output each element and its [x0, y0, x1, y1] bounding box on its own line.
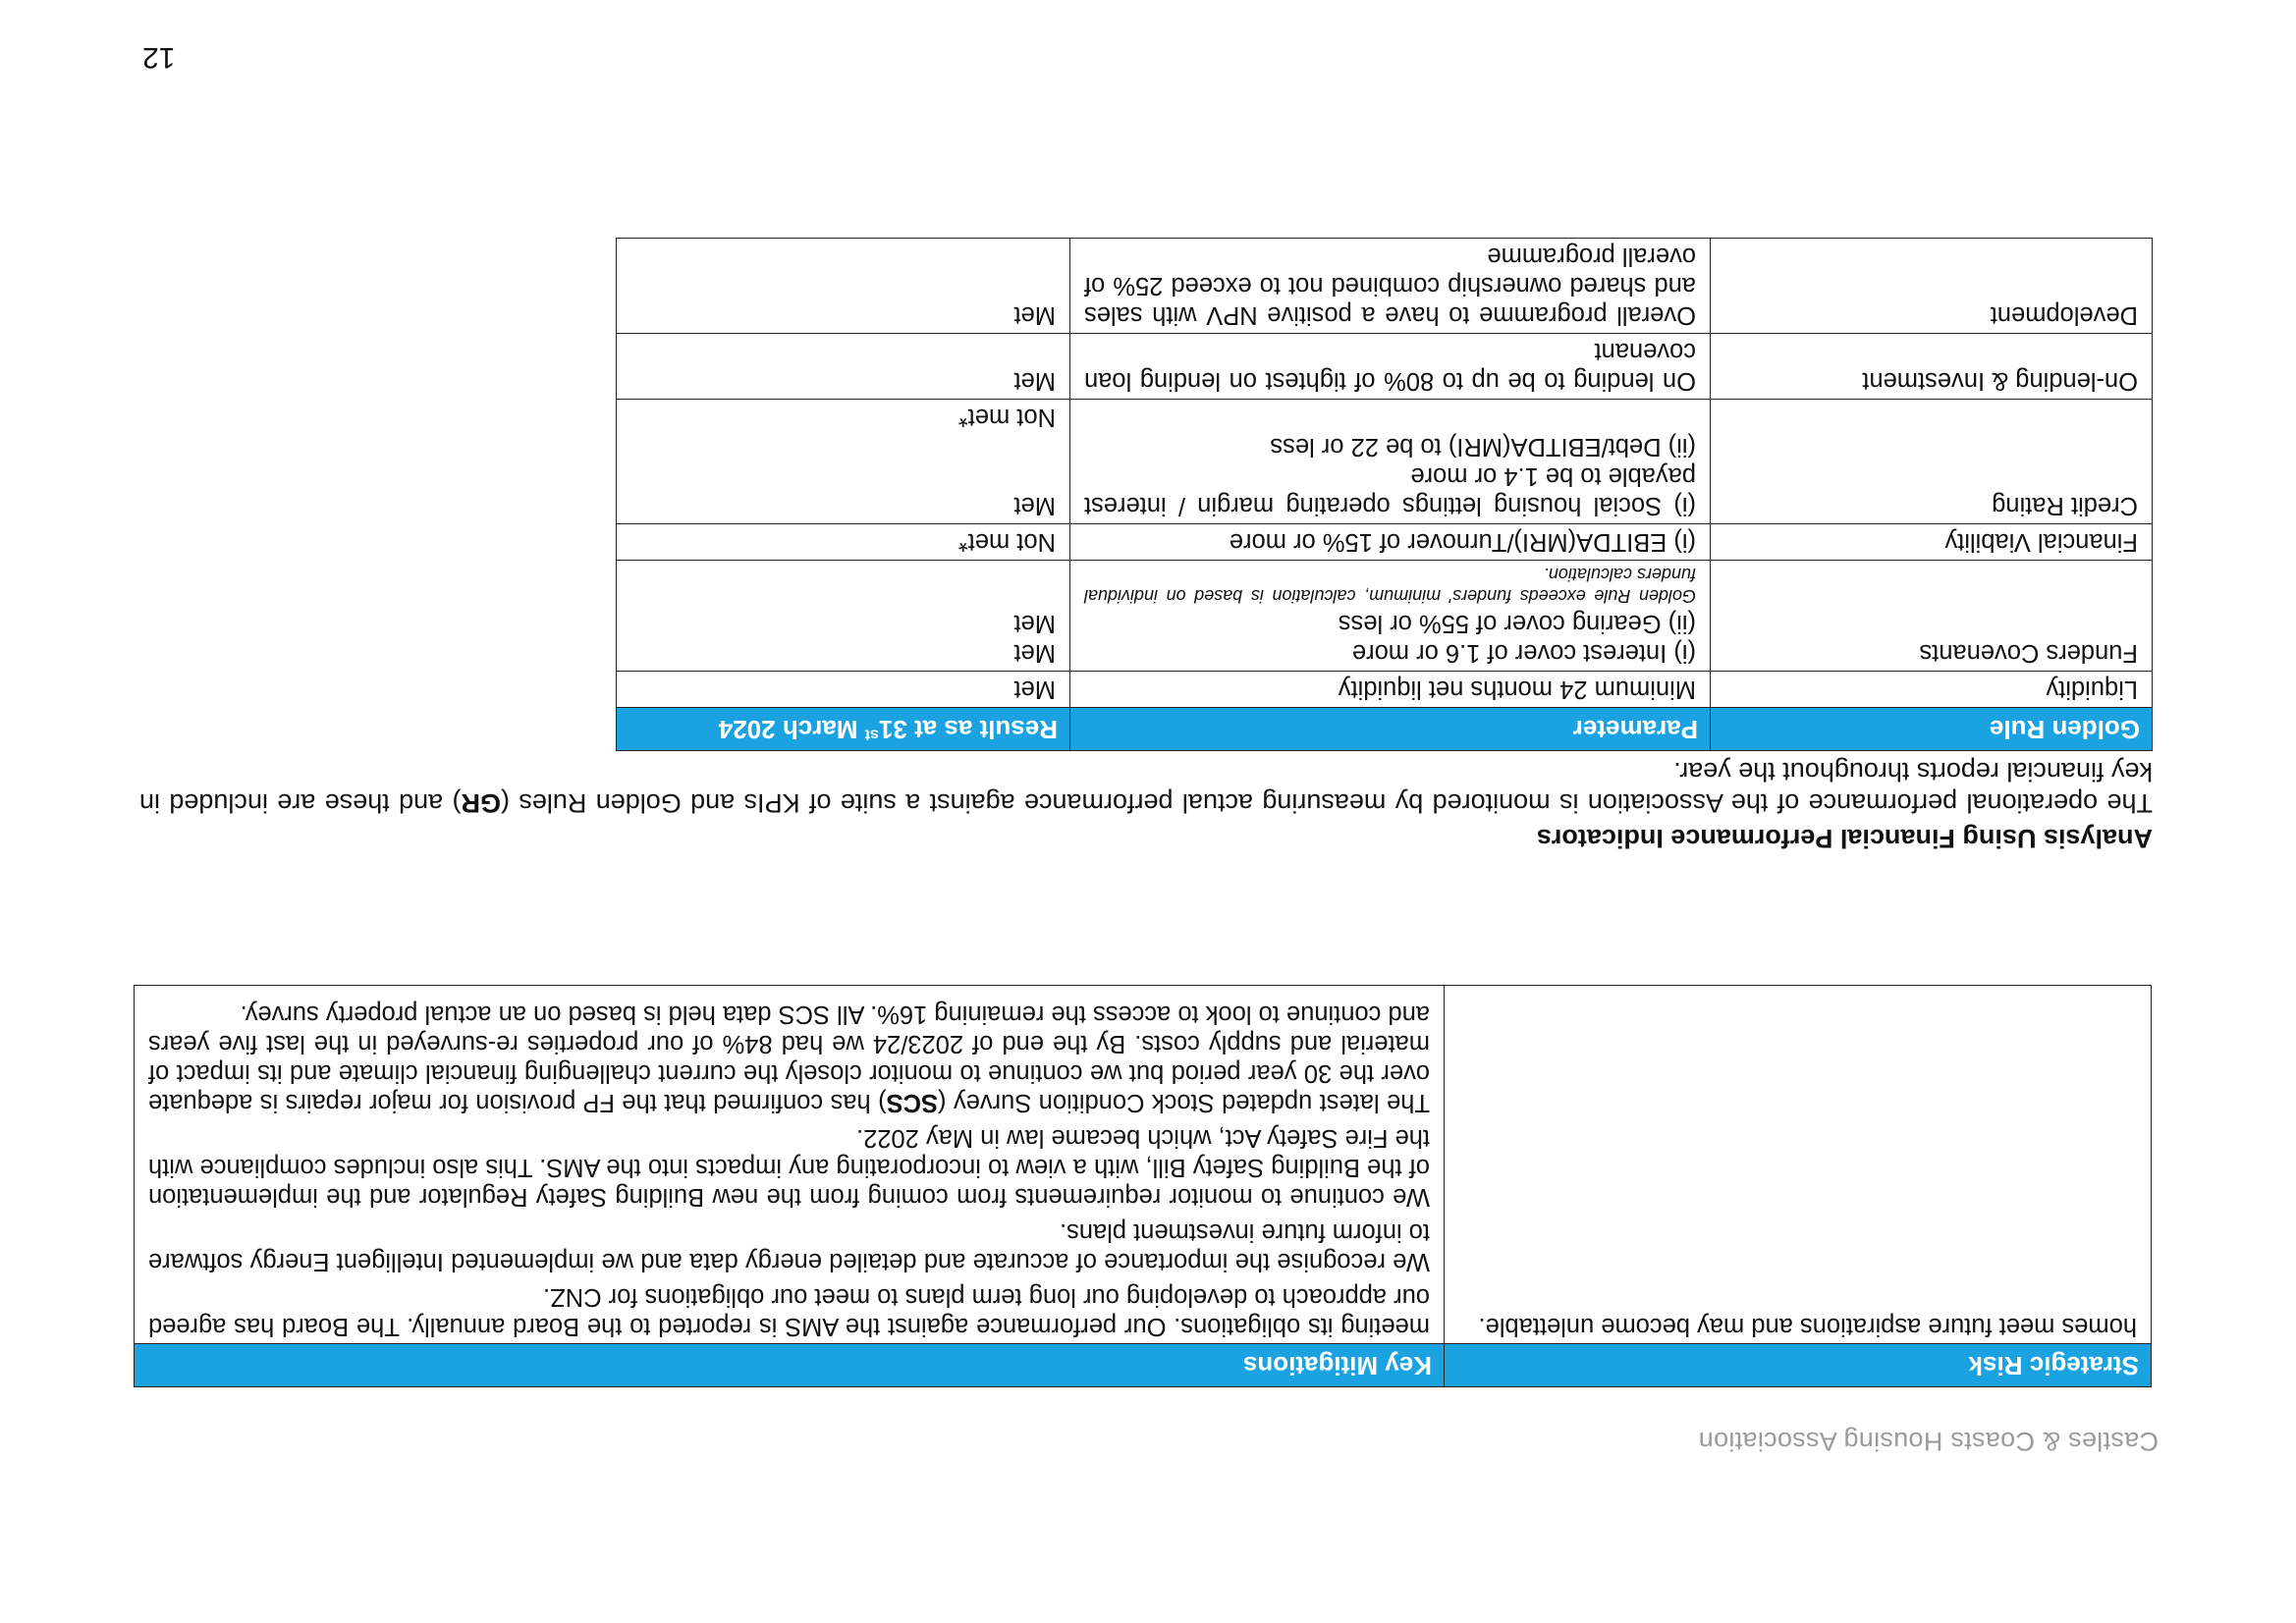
parameter-text: (ii) Debt/EBITDA(MRI) to be 22 or less — [1270, 433, 1696, 460]
strategic-risk-cell: homes meet future aspirations and may become unlettable. — [1445, 986, 2152, 1344]
table-row — [617, 561, 2153, 672]
page-number: 12 — [142, 41, 176, 74]
key-mitigations-cell — [135, 986, 1445, 1344]
section-title: Analysis Using Financial Performance Indicators — [1536, 824, 2153, 853]
result-cell — [617, 672, 1070, 708]
golden-rules-table — [616, 238, 2153, 751]
parameter-cell — [1070, 524, 1711, 561]
result-header-text: March 2024 — [718, 715, 865, 744]
mitigation-text: We continue to monitor requirements from coming from the new Building Safety Regulator and the implementation of the Building Safety Bill, with a view to incorporating any impacts into the AMS. This also includes compliance with the Fire Safety Act, which became law in May 2022. — [148, 1124, 1430, 1211]
result-text: Met — [1013, 301, 1056, 329]
parameter-cell — [1070, 672, 1711, 708]
parameter-cell — [1070, 400, 1711, 524]
parameter-cell — [1070, 561, 1711, 672]
golden-rules-header — [617, 708, 2153, 751]
scs-abbreviation: SCS — [886, 1089, 939, 1116]
intro-text: The operational performance of the Association is monitored by measuring actual performance against a suite of KPIs and Golden Rules ( — [500, 788, 2153, 818]
result-text: Met — [1013, 610, 1056, 637]
parameter-text: (i) Interest cover of 1.6 or more — [1351, 639, 1696, 667]
mitigation-paragraph — [148, 1217, 1430, 1276]
result-cell — [617, 561, 1070, 672]
parameter-cell — [1070, 334, 1711, 400]
golden-rule-cell: Financial Viability — [1711, 524, 2153, 561]
table-row — [617, 400, 2153, 524]
golden-rule-cell: On-lending & Investment — [1711, 334, 2153, 400]
parameter-text: (i) EBITDA(MRI)/Turnover of 15% or more — [1229, 528, 1696, 556]
result-cell — [617, 334, 1070, 400]
golden-rule-header: Golden Rule — [1711, 708, 2153, 751]
mitigation-text: We recognise the importance of accurate and detailed energy data and we implemented Intelligent Energy software to inform future investment plans. — [148, 1218, 1430, 1275]
table-row — [617, 334, 2153, 400]
parameter-text: Overall programme to have a positive NPV with sales and shared ownership combined not to exceed 25% of overall programme — [1084, 243, 1696, 329]
result-cell — [617, 400, 1070, 524]
section-intro — [139, 756, 2153, 819]
table-row — [135, 986, 2152, 1344]
result-text: Met — [1013, 639, 1056, 667]
golden-rule-cell: Liquidity — [1711, 672, 2153, 708]
parameter-text: On lending to be up to 80% of tightest on lending loan covenant — [1084, 338, 1696, 395]
table-row — [617, 239, 2153, 334]
golden-rule-cell: Funders Covenants — [1711, 561, 2153, 672]
parameter-note: Golden Rule exceeds funders' minimum, calculation is based on individual funders calculation. — [1084, 565, 1696, 606]
table-row — [617, 524, 2153, 561]
golden-rule-cell: Credit Rating — [1711, 400, 2153, 524]
parameter-cell — [1070, 239, 1711, 334]
parameter-header: Parameter — [1070, 708, 1711, 751]
strategic-risk-header: Strategic Risk — [1445, 1344, 2152, 1387]
result-header-sup: st — [864, 726, 879, 743]
golden-rule-cell: Development — [1711, 239, 2153, 334]
mitigation-paragraph — [148, 1000, 1430, 1117]
parameter-text: (ii) Gearing cover of 55% or less — [1338, 610, 1696, 637]
intro-text: ) and these are included in key financial reports throughout the year. — [138, 757, 2153, 818]
result-text: Met — [1013, 492, 1056, 519]
strategic-risk-table — [134, 985, 2152, 1387]
result-header-text: Result as at 31 — [878, 715, 1058, 744]
mitigation-paragraph — [148, 1282, 1430, 1341]
parameter-text: (i) Social housing lettings operating margin / interest payable to be 1.4 or more — [1084, 462, 1696, 519]
result-header — [617, 708, 1070, 751]
risk-table-header — [135, 1344, 2152, 1387]
result-cell — [617, 524, 1070, 561]
result-text: Met — [1013, 676, 1056, 703]
result-text: Not met* — [957, 404, 1056, 431]
mitigation-text: meeting its obligations. Our performance against the AMS is reported to the Board annually. The Board has agreed our approach to developing our long term plans to meet our obligations for CNZ. — [148, 1283, 1430, 1340]
result-text: Met — [1013, 367, 1056, 395]
gr-abbreviation: GR — [461, 788, 501, 818]
mitigation-text: The latest updated Stock Condition Survey ( — [938, 1089, 1430, 1116]
organisation-name: Castles & Coasts Housing Association — [1698, 1427, 2159, 1456]
mitigation-paragraph — [148, 1123, 1430, 1212]
result-cell — [617, 239, 1070, 334]
key-mitigations-header: Key Mitigations — [135, 1344, 1445, 1387]
parameter-text: Minimum 24 months net liquidity — [1338, 676, 1696, 703]
table-row — [617, 672, 2153, 708]
mitigation-text: ) has confirmed that the FP provision for major repairs is adequate over the 30 year period but we continue to monitor closely the current challenging financial climate and its impact of material and supply costs. By the end of 2023/24 we had 84% of our properties re-surveyed in the last five years and continue to look to access the remaining 16%. All SCS data held is based on an actual property survey. — [148, 1001, 1430, 1116]
result-text: Not met* — [957, 528, 1056, 556]
